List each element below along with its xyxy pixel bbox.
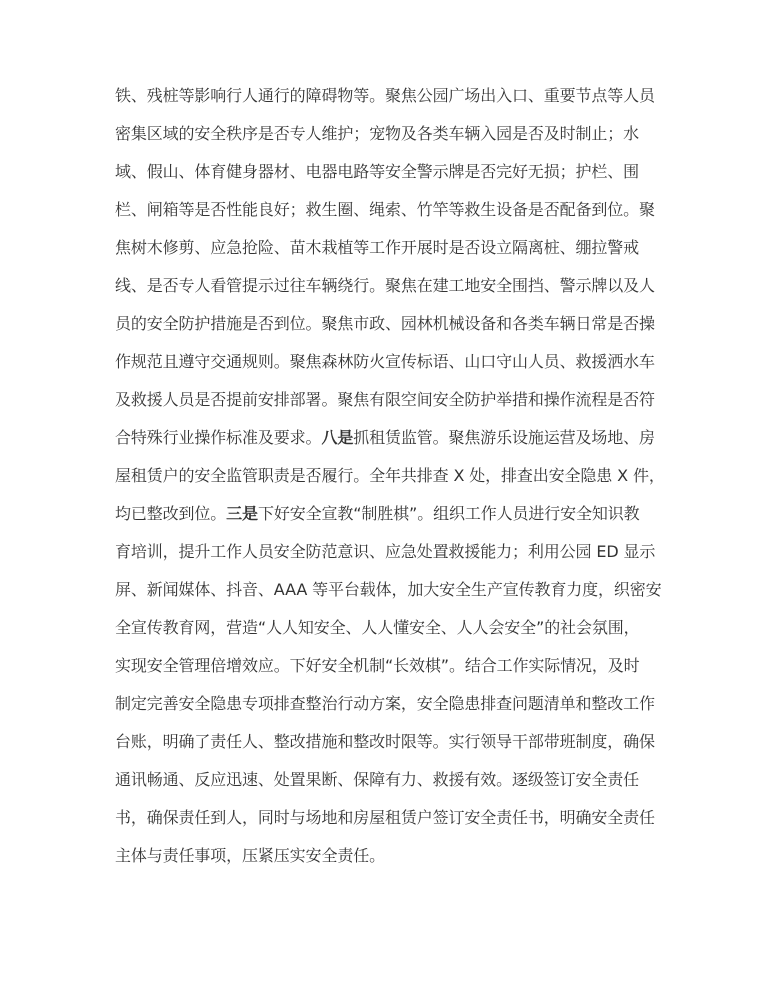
text-segment: 线、是否专人看管提示过往车辆绕行。聚焦在建工地安全围挡、警示牌以及人 [115,276,655,295]
text-segment: 域、假山、体育健身器材、电器电路等安全警示牌是否完好无损；护栏、围 [115,162,640,181]
text-line [115,685,655,723]
text-segment: 及救援人员是否提前安排部署。聚焦有限空间安全防护举措和操作流程是否符 [115,390,655,409]
document-body [115,77,665,875]
text-segment: 焦树木修剪、应急抢险、苗木栽植等工作开展时是否设立隔离桩、绷拉警戒 [115,238,640,257]
text-line [115,419,655,457]
text-segment: 栏、闸箱等是否性能良好；救生圈、绳索、竹竿等救生设备是否配备到位。聚 [115,200,655,219]
text-line [115,191,655,229]
text-segment: 实现安全管理倍增效应。下好安全机制“长效棋”。结合工作实际情况，及时 [115,656,640,675]
text-segment: 密集区域的安全秩序是否专人维护；宠物及各类车辆入园是否及时制止；水 [115,124,640,143]
text-line [115,457,665,495]
text-segment: 制定完善安全隐患专项排查整治行动方案，安全隐患排查问题清单和整改工作 [115,694,655,713]
text-segment: 屋租赁户的安全监管职责是否履行。全年共排查 X 处，排查出安全隐患 X 件， [115,466,665,485]
text-line [115,837,655,875]
text-line [115,229,655,267]
text-line [115,115,655,153]
bold-text-segment: 八是 [321,428,354,447]
text-segment: 均已整改到位。 [115,504,227,523]
text-segment: 育培训，提升工作人员安全防范意识、应急处置救援能力；利用公园 ED 显示 [115,542,656,561]
text-segment: 下好安全宣教“制胜棋”。组织工作人员进行安全知识教 [257,504,640,523]
text-line [115,571,662,609]
text-segment: 员的安全防护措施是否到位。聚焦市政、园林机械设备和各类车辆日常是否操 [115,314,655,333]
text-line [115,799,655,837]
text-line [115,77,655,115]
text-line [115,495,655,533]
text-segment: 书，确保责任到人，同时与场地和房屋租赁户签订安全责任书，明确安全责任 [115,808,655,827]
text-line [115,153,655,191]
text-line [115,647,655,685]
text-segment: 主体与责任事项，压紧压实安全责任。 [115,846,385,865]
text-segment: 通讯畅通、反应迅速、处置果断、保障有力、救援有效。逐级签订安全责任 [115,770,640,789]
text-line [115,343,655,381]
text-line [115,267,655,305]
text-line [115,305,655,343]
text-segment: 抓租赁监管。聚焦游乐设施运营及场地、房 [353,428,655,447]
text-line [115,761,655,799]
text-line [115,609,655,647]
text-segment: 全宣传教育网，营造“人人知安全、人人懂安全、人人会安全”的社会氛围， [115,618,640,637]
text-line [115,533,655,571]
text-segment: 台账，明确了责任人、整改措施和整改时限等。实行领导干部带班制度，确保 [115,732,655,751]
text-segment: 作规范且遵守交通规则。聚焦森林防火宣传标语、山口守山人员、救援洒水车 [115,352,655,371]
text-line [115,381,655,419]
text-line [115,723,655,761]
text-segment: 铁、残桩等影响行人通行的障碍物等。聚焦公园广场出入口、重要节点等人员 [115,86,655,105]
bold-text-segment: 三是 [226,504,258,523]
text-segment: 屏、新闻媒体、抖音、AAA 等平台载体，加大安全生产宣传教育力度，织密安 [115,580,662,599]
text-segment: 合特殊行业操作标准及要求。 [115,428,322,447]
